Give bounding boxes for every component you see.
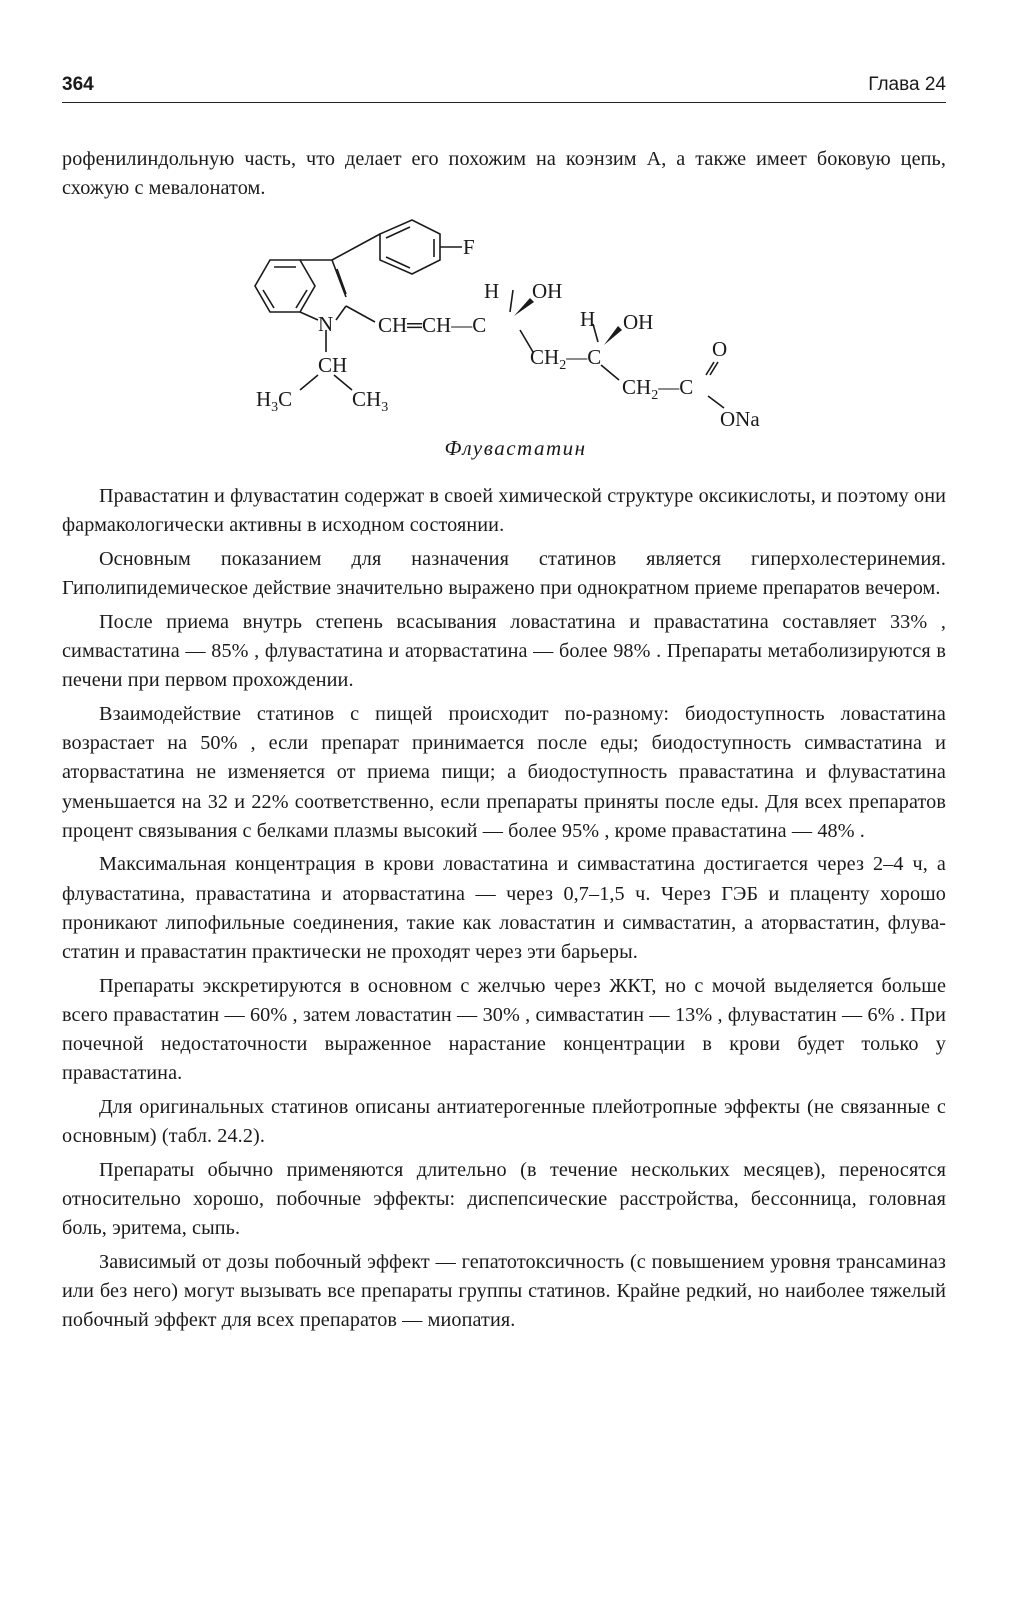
- fluvastatin-structural-formula: [230, 212, 790, 442]
- ch2b-ch: CH: [622, 375, 652, 399]
- page-number: 364: [62, 74, 94, 95]
- body-text: [62, 482, 946, 1340]
- paragraph: Максимальная концентрация в крови ловастатина и симвастатина достигается через 2–4 ч, а флувастатина, правастатина и аторвастатина — через 0,7–1,5 ч. Через ГЭБ и плаценту хорошо проникают липофильные соединения, такие как ловастатин и симвастатин, а аторвастатин, флувастатин и правастатин практически не проходят через эти барьеры.: [62, 853, 946, 964]
- hydroxyl-2: OH: [623, 310, 654, 334]
- intro-text: [62, 145, 946, 208]
- intro-paragraph: рофенилиндольную часть, что делает его похожим на коэнзим А, а также имеет боковую цепь, схожую с мевалонатом.: [62, 148, 946, 200]
- fluorophenyl-ring: [380, 220, 440, 274]
- formula-drawing: [230, 212, 790, 442]
- atom-n: N: [318, 312, 334, 336]
- ch2a-tail: —C: [566, 345, 602, 369]
- ch3-sub: 3: [381, 400, 389, 415]
- paragraph: Препараты экскретируются в основном с желчью через ЖКТ, но с мочой выделяется больше всего правастатин — 60% , затем ловастатин — 30% , симвастатин — 13% , флувастатин — 6% . При почечной недостаточности выраженное нарастание концентрации в крови будет только у правастатина.: [62, 974, 946, 1085]
- paragraph: Препараты обычно применяются длительно (в течение нескольких месяцев), переносятся относительно хорошо, побочные эффекты: диспепсические расстройства, бессонница, головная боль, эритема, сыпь.: [62, 1158, 946, 1240]
- page-header: [62, 72, 946, 103]
- h3c-sub: 3: [271, 400, 279, 415]
- hydrogen-1: H: [484, 279, 500, 303]
- formula-caption: Флувастатин: [444, 436, 587, 460]
- h3c-h: H: [256, 387, 272, 411]
- paragraph: Взаимодействие статинов с пищей происходит по-разному: биодоступность ловастатина возрастает на 50% , если препарат принимается после еды; биодоступность симвастатина и аторвастатина не изменяется от приема пищи; а биодоступность правастатина и флувастатина уменьшается на 32 и 22% соответственно, если препараты приняты после еды. Для всех препаратов процент связывания с белками плазмы высокий — более 95% , кроме правастатина — 48% .: [62, 702, 946, 842]
- methyl-h3c: [256, 387, 292, 415]
- paragraph: Правастатин и флувастатин содержат в своей химической структуре оксикислоты, и поэтому они фармакологически активны в исходном состоянии.: [62, 485, 946, 537]
- chain-vinyl: CH═CH—C: [378, 313, 487, 337]
- ch2a-sub: 2: [559, 358, 567, 373]
- chapter-title: Глава 24: [868, 74, 946, 95]
- paragraph: Зависимый от дозы побочный эффект — гепатотоксичность (с повышением уровня трансаминаз или без него) могут вызывать все препараты группы статинов. Крайне редкий, но наиболее тяжелый побочный эффект для всех препаратов — миопатия.: [62, 1251, 946, 1332]
- h3c-c: C: [278, 387, 293, 411]
- ch2b-tail: —C: [658, 375, 694, 399]
- methylene-2: [622, 375, 693, 403]
- carbonyl-oxygen: O: [712, 337, 728, 361]
- ch2b-sub: 2: [651, 388, 659, 403]
- paragraph: Основным показанием для назначения статинов является гиперхолестеринемия. Гиполипидемическое действие значительно выражено при однократном приеме препаратов вечером.: [62, 547, 946, 600]
- stereo-wedges: [514, 298, 622, 345]
- isopropyl-ch: CH: [318, 353, 348, 377]
- ch3-ch: CH: [352, 387, 382, 411]
- paragraph: Для оригинальных статинов описаны антиатерогенные плейотропные эффекты (не связанные с основным) (табл. 24.2).: [62, 1096, 946, 1148]
- atom-f: F: [463, 235, 475, 259]
- sodium-carboxylate: ONa: [720, 407, 760, 431]
- ch2a-ch: CH: [530, 345, 560, 369]
- methylene-1: [530, 345, 601, 373]
- methyl-ch3: [352, 387, 388, 415]
- hydrogen-2: H: [580, 307, 596, 331]
- hydroxyl-1: OH: [532, 279, 563, 303]
- paragraph: После приема внутрь степень всасывания ловастатина и правастатина составляет 33% , симвастатина — 85% , флувастатина и аторвастатина — более 98% . Препараты метаболизируются в печени при первом прохождении.: [62, 610, 946, 692]
